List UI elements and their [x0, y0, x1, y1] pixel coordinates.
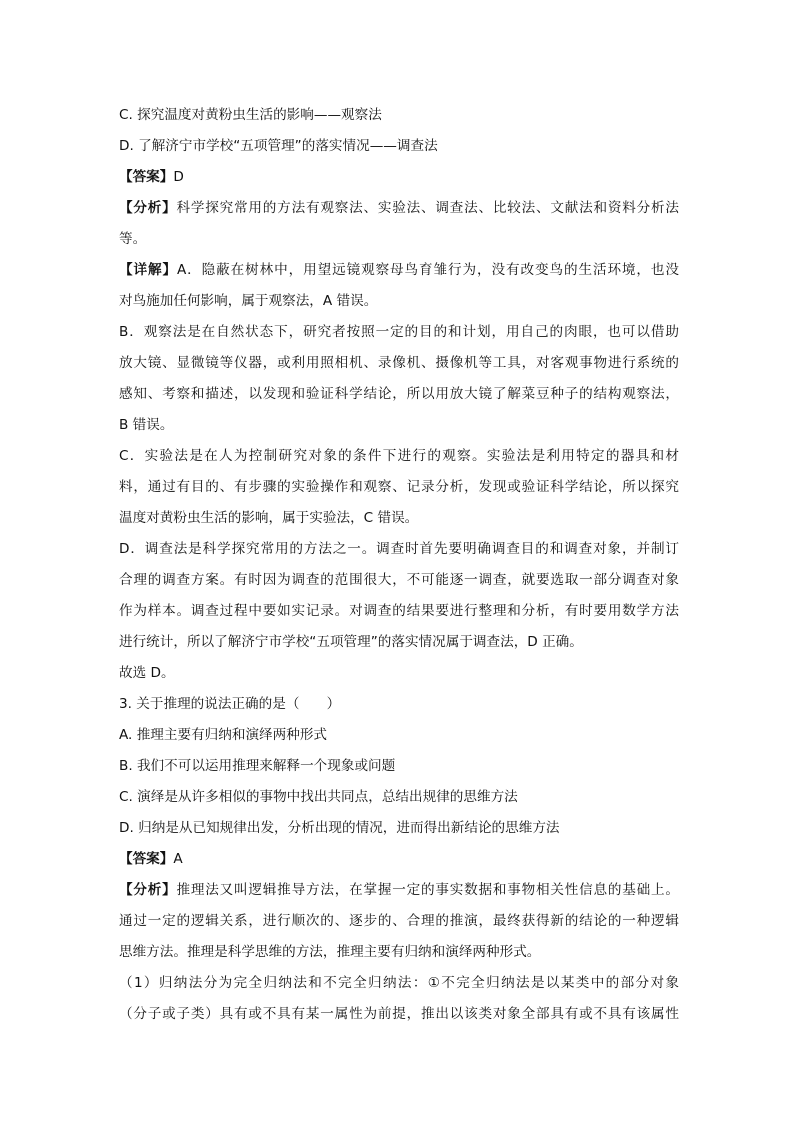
- text-line: 等。: [119, 231, 147, 247]
- document-body: [119, 100, 679, 1030]
- text-line: D．调查法是科学探究常用的方法之一。调查时首先要明确调查目的和调查对象，并制订: [119, 541, 679, 557]
- analysis-tag: 【分析】: [119, 882, 177, 898]
- text-line: （1）归纳法分为完全归纳法和不完全归纳法：①不完全归纳法是以某类中的部分对象: [119, 975, 679, 991]
- analysis-line: [119, 875, 679, 906]
- analysis-text: 推理法又叫逻辑推导方法，在掌握一定的事实数据和事物相关性信息的基础上。: [176, 882, 680, 898]
- detail-text: A．隐蔽在树林中，用望远镜观察母鸟育雏行为，没有改变鸟的生活环境，也没: [176, 262, 679, 278]
- text-line: 思维方法。推理是科学思维的方法，推理主要有归纳和演绎两种形式。: [119, 944, 541, 960]
- analysis-line: [119, 193, 679, 224]
- text-line: 对鸟施加任何影响，属于观察法，A 错误。: [119, 293, 378, 309]
- answer-value: D: [173, 169, 184, 185]
- text-line: 放大镜、显微镜等仪器，或利用照相机、录像机、摄像机等工具，对客观事物进行系统的: [119, 355, 679, 371]
- answer-line: [119, 844, 679, 875]
- text-line: 合理的调查方案。有时因为调查的范围很大，不可能逐一调查，就要选取一部分调查对象: [119, 572, 679, 588]
- option-d-line: D. 归纳是从已知规律出发，分析出现的情况，进而得出新结论的思维方法: [119, 820, 560, 836]
- text-line: C．实验法是在人为控制研究对象的条件下进行的观察。实验法是利用特定的器具和材: [119, 448, 679, 464]
- option-d-line: D. 了解济宁市学校“五项管理”的落实情况——调查法: [119, 138, 438, 154]
- answer-value: A: [173, 851, 183, 867]
- question-3-stem: 3. 关于推理的说法正确的是（ ）: [119, 696, 341, 712]
- analysis-text: 科学探究常用的方法有观察法、实验法、调查法、比较法、文献法和资料分析法: [176, 200, 680, 216]
- text-line: （分子或子类）具有或不具有某一属性为前提，推出以该类对象全部具有或不具有该属性: [119, 1006, 679, 1022]
- analysis-tag: 【分析】: [119, 200, 177, 216]
- option-b-line: B. 我们不可以运用推理来解释一个现象或问题: [119, 758, 396, 774]
- option-a-line: A. 推理主要有归纳和演绎两种形式: [119, 727, 328, 743]
- answer-line: [119, 162, 679, 193]
- detail-line: [119, 255, 679, 286]
- text-line: 作为样本。调查过程中要如实记录。对调查的结果要进行整理和分析，有时要用数学方法: [119, 603, 679, 619]
- text-line: 料，通过有目的、有步骤的实验操作和观察、记录分析，发现或验证科学结论，所以探究: [119, 479, 679, 495]
- answer-tag: 【答案】: [119, 169, 174, 185]
- text-line: B 错误。: [119, 417, 174, 433]
- text-line: B．观察法是在自然状态下，研究者按照一定的目的和计划，用自己的肉眼，也可以借助: [119, 324, 679, 340]
- option-c-line: C. 演绎是从许多相似的事物中找出共同点，总结出规律的思维方法: [119, 789, 518, 805]
- detail-tag: 【详解】: [119, 262, 177, 278]
- option-c-line: C. 探究温度对黄粉虫生活的影响——观察法: [119, 107, 382, 123]
- text-line: 进行统计，所以了解济宁市学校“五项管理”的落实情况属于调查法，D 正确。: [119, 634, 583, 650]
- text-line: 感知、考察和描述，以发现和验证科学结论，所以用放大镜了解菜豆种子的结构观察法，: [119, 386, 679, 402]
- conclusion-line: 故选 D。: [119, 665, 175, 681]
- answer-tag: 【答案】: [119, 851, 174, 867]
- text-line: 通过一定的逻辑关系，进行顺次的、逐步的、合理的推演，最终获得新的结论的一种逻辑: [119, 913, 679, 929]
- text-line: 温度对黄粉虫生活的影响，属于实验法，C 错误。: [119, 510, 419, 526]
